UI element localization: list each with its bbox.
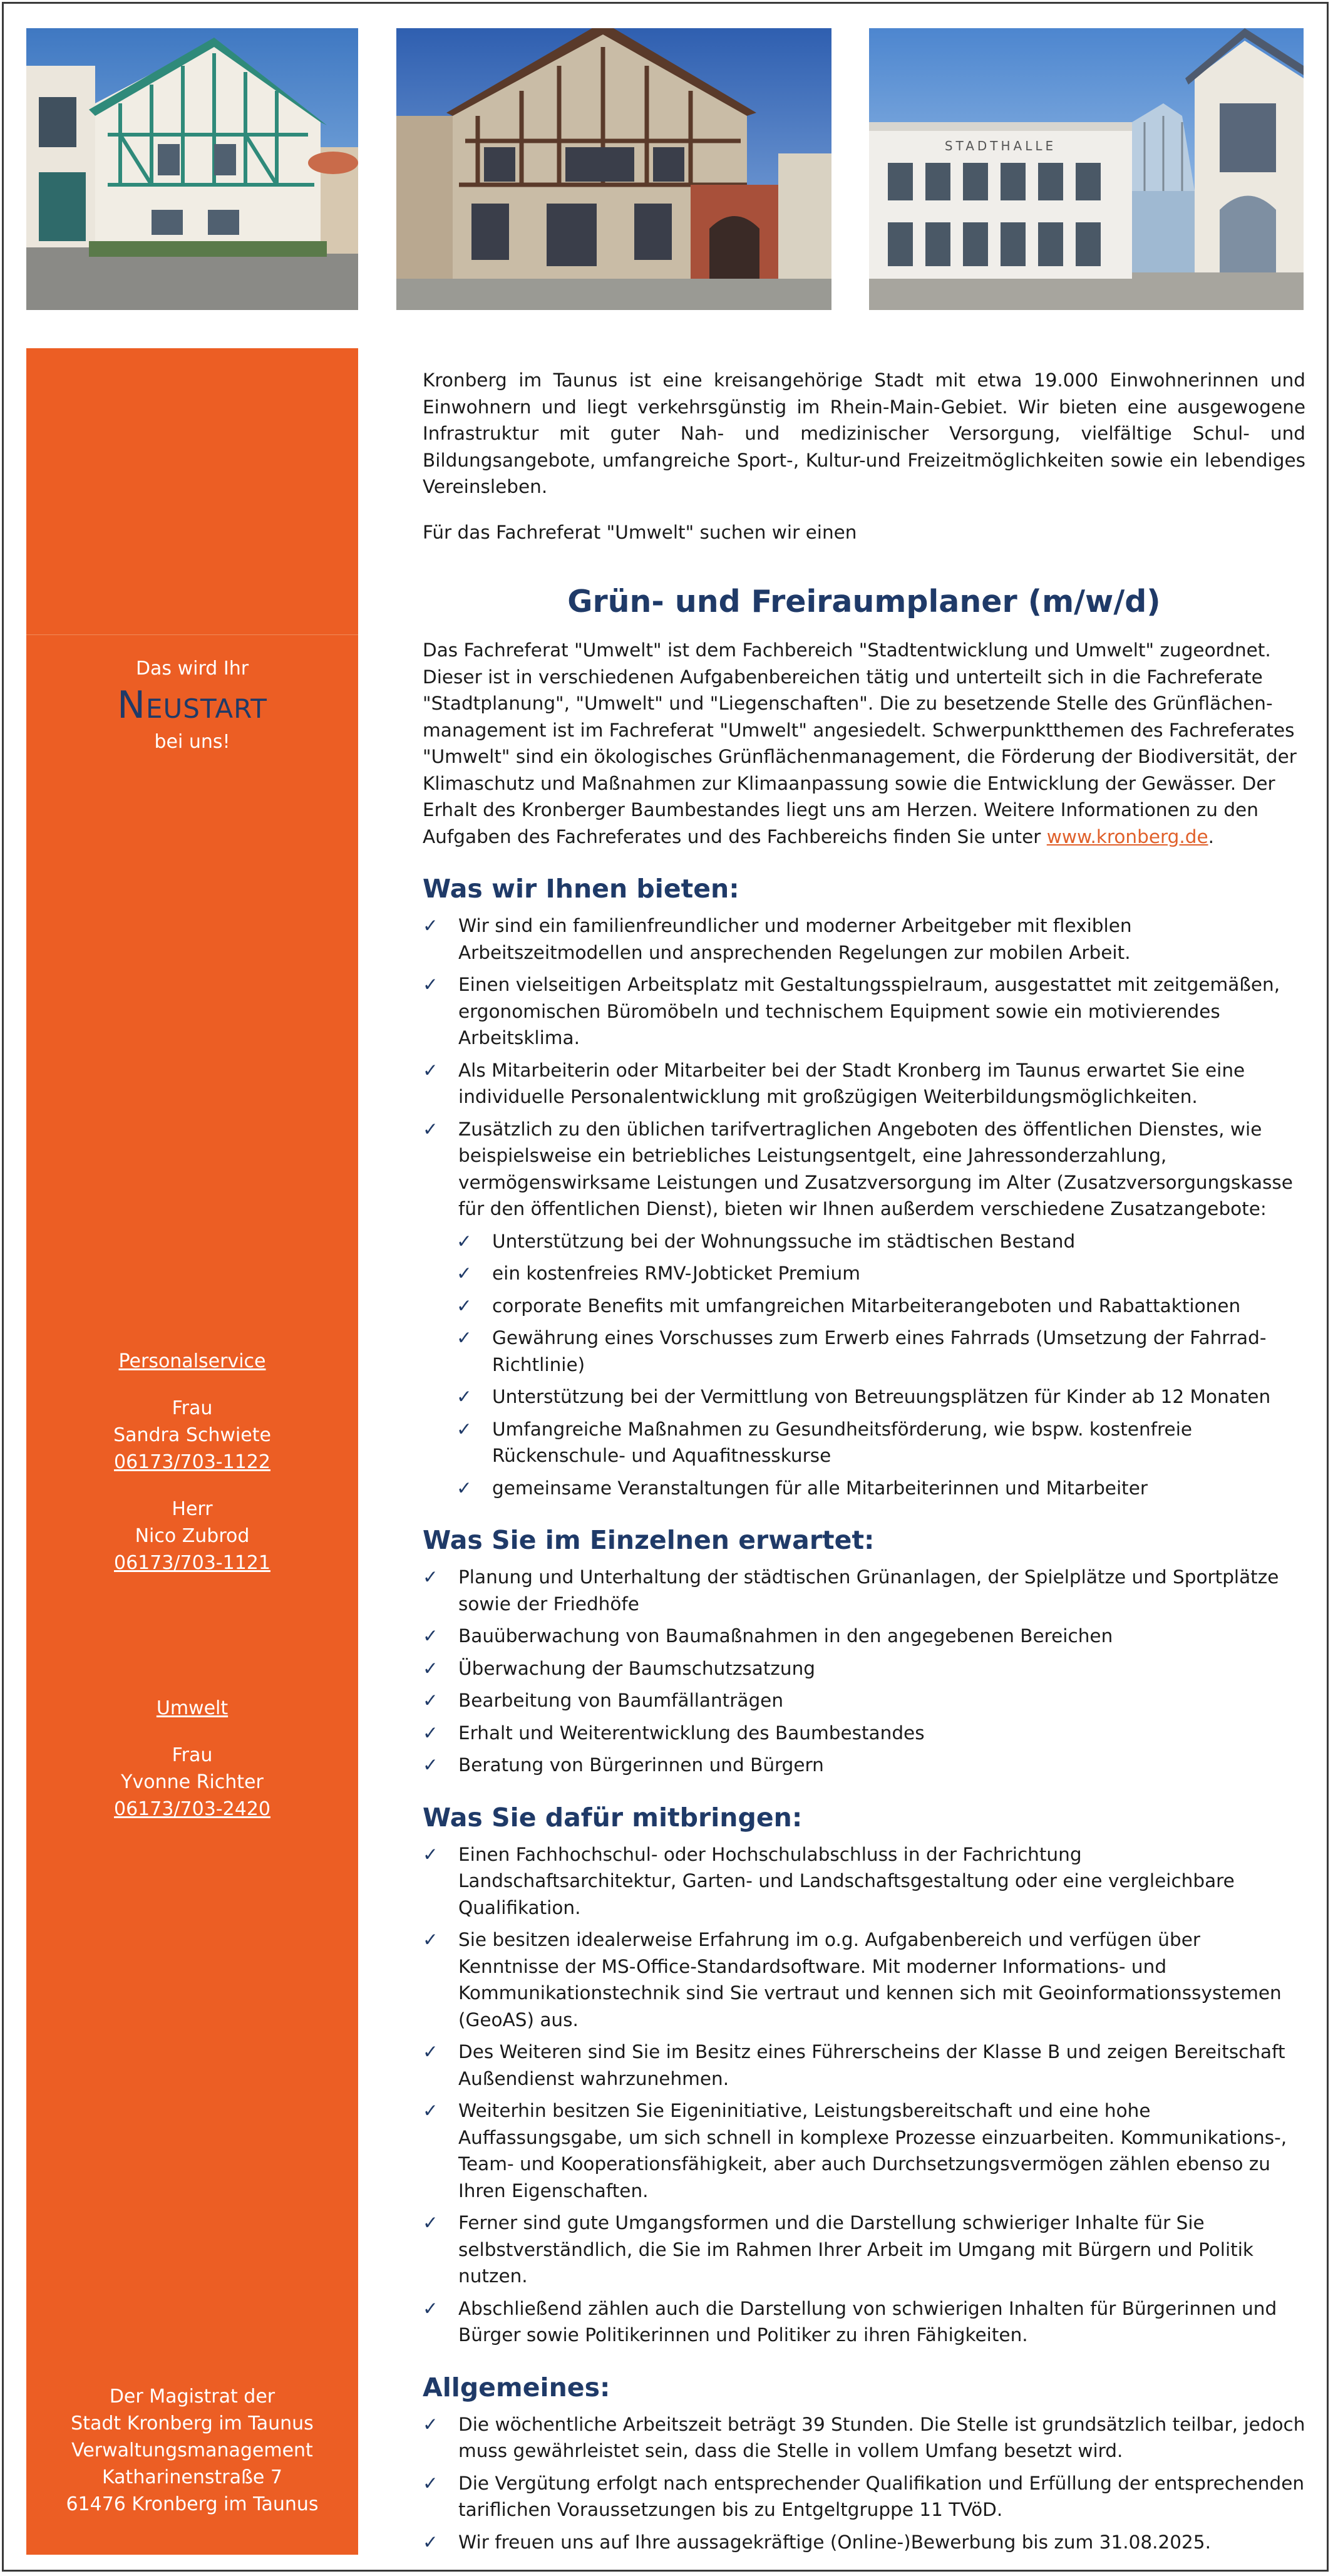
- list-item: [423, 2210, 1305, 2290]
- check-icon: ✓: [423, 1566, 438, 1588]
- check-icon: ✓: [423, 1118, 438, 1140]
- check-icon: ✓: [456, 1418, 472, 1440]
- address-line: Der Magistrat der: [109, 2386, 275, 2408]
- check-icon: ✓: [423, 1722, 438, 1744]
- list-item: [423, 913, 1305, 966]
- check-icon: ✓: [456, 1386, 472, 1407]
- list-item: [423, 1623, 1305, 1650]
- check-icon: ✓: [423, 1059, 438, 1081]
- list-item: [456, 1384, 1305, 1410]
- list-item: [456, 1260, 1305, 1287]
- section-heading-requirements: Was Sie dafür mitbringen:: [423, 1802, 803, 1833]
- list-item-text: Einen Fachhochschul- oder Hochschulabschluss in der Fachrichtung Landschaftsarchitektur, Garten- und Landschaftsgestaltung oder eine vergleichbare Qualifikation.: [458, 1843, 1235, 1918]
- list-item: [423, 1564, 1305, 1617]
- general-list: [423, 2411, 1305, 2556]
- list-item-text: Weiterhin besitzen Sie Eigeninitiative, Leistungsbereitschaft und eine hohe Auffassungsgabe, um sich schnell in komplexe Prozesse einzuarbeiten. Kommunikations-, Team- und Kooperationsfähigkeit, aber auch Durchsetzungsvermögen zählen ebenso zu Ihren Eigenschaften.: [458, 2100, 1287, 2201]
- section-heading-tasks: Was Sie im Einzelnen erwartet:: [423, 1525, 875, 1555]
- description-end: .: [1208, 825, 1214, 847]
- offer-sublist: [423, 1228, 1305, 1502]
- tagline-line1: Das wird Ihr: [135, 658, 249, 680]
- contact-phone-link[interactable]: 06173/703-1122: [114, 1451, 270, 1473]
- list-item: [456, 1475, 1305, 1502]
- contact-personalservice: [26, 1348, 358, 1576]
- section-heading-general: Allgemeines:: [423, 2372, 610, 2403]
- check-icon: ✓: [423, 974, 438, 995]
- check-icon: ✓: [423, 2413, 438, 2435]
- list-item-text: Erhalt und Weiterentwicklung des Baumbestandes: [458, 1722, 925, 1744]
- list-item-text: Unterstützung bei der Vermittlung von Betreuungsplätzen für Kinder ab 12 Monaten: [492, 1386, 1271, 1407]
- list-item: [423, 2098, 1305, 2204]
- list-item-text: Des Weiteren sind Sie im Besitz eines Führerscheins der Klasse B und zeigen Bereitschaft Außendienst wahrzunehmen.: [458, 2041, 1285, 2089]
- contact-heading-personalservice: Personalservice: [118, 1350, 266, 1372]
- check-icon: ✓: [456, 1327, 472, 1348]
- check-icon: ✓: [423, 2297, 438, 2319]
- requirements-list: [423, 1841, 1305, 2349]
- list-item-text: Unterstützung bei der Wohnungssuche im städtischen Bestand: [492, 1230, 1076, 1252]
- contact-salutation: Frau: [172, 1397, 213, 1419]
- check-icon: ✓: [423, 1690, 438, 1711]
- section-heading-offer: Was wir Ihnen bieten:: [423, 874, 739, 904]
- list-item: [423, 1752, 1305, 1779]
- list-item: [456, 1325, 1305, 1378]
- offer-list: [423, 913, 1305, 1223]
- sidebar: [26, 348, 358, 2555]
- job-title: Grün- und Freiraumplaner (m/w/d): [567, 584, 1161, 619]
- list-item-text: Gewährung eines Vorschusses zum Erwerb eines Fahrrads (Umsetzung der Fahrrad-Richtlinie): [492, 1327, 1267, 1375]
- check-icon: ✓: [423, 1625, 438, 1647]
- list-item: [423, 2470, 1305, 2523]
- check-icon: ✓: [456, 1477, 472, 1499]
- contact-name: Sandra Schwiete: [113, 1424, 271, 1446]
- intro-paragraph: Kronberg im Taunus ist eine kreisangehörige Stadt mit etwa 19.000 Einwohnerinnen und Einwohnern und liegt verkehrsgünstig im Rhein-Main-Gebiet. Wir bieten eine ausgewogene Infrastruktur mit guter Nah- und medizinischer Versorgung, vielfältige Schul- und Bildungsangebote, umfangreiche Sport-, Kultur-und Freizeitmöglichkeiten sowie ein lebendiges Vereinsleben.: [423, 370, 1305, 497]
- tagline-line2: bei uns!: [154, 731, 230, 753]
- address-line: Stadt Kronberg im Taunus: [71, 2413, 314, 2434]
- address-line: Katharinenstraße 7: [102, 2466, 282, 2488]
- tagline-neustart: Neustart: [117, 683, 267, 727]
- list-item: [423, 1841, 1305, 1922]
- photo-half-timbered-house: [26, 28, 358, 310]
- list-item-text: Sie besitzen idealerweise Erfahrung im o.g. Aufgabenbereich und verfügen über Kenntnisse der MS-Office-Standardsoftware. Mit moderner Informations- und Kommunikationstechnik sind Sie vertraut und kennen sich mit Geoinformationssystemen (GeoAS) aus.: [458, 1929, 1282, 2030]
- list-item: [423, 1927, 1305, 2033]
- contact-umwelt: [26, 1695, 358, 1823]
- check-icon: ✓: [423, 1754, 438, 1776]
- tagline: [26, 655, 358, 755]
- check-icon: ✓: [423, 1929, 438, 1950]
- list-item: [423, 1687, 1305, 1714]
- contact-name: Nico Zubrod: [135, 1525, 250, 1547]
- address-line: Verwaltungsmanagement: [71, 2439, 313, 2461]
- photo-historic-building: [396, 28, 831, 310]
- description-text: Das Fachreferat "Umwelt" ist dem Fachbereich "Stadtentwicklung und Umwelt" zugeordnet. Dieser ist in verschiedenen Aufgabenbereichen tätig und unterteilt sich in die Fachreferate "Stadtplanung", "Umwelt" und "Liegenschaften". Die zu besetzende Stelle des Grünflächen-management ist im Fachreferat "Umwelt" angesiedelt. Schwerpunktthemen des Fachreferates "Umwelt" sind ein ökologisches Grünflächenmanagement, die Förderung der Biodiversität, der Klimaschutz und Maßnahmen zur Klimaanpassung sowie die Entwicklung der Gewässer. Der Erhalt des Kronberger Baumbestandes liegt uns am Herzen. Weitere Informationen zu den Aufgaben des Fachreferates und des Fachbereichs finden Sie unter: [423, 639, 1297, 847]
- list-item-text: Die Vergütung erfolgt nach entsprechender Qualifikation und Erfüllung der entsprechenden tariflichen Voraussetzungen bis zu Entgeltgruppe 11 TVöD.: [458, 2472, 1305, 2520]
- check-icon: ✓: [456, 1263, 472, 1284]
- list-item-text: Einen vielseitigen Arbeitsplatz mit Gestaltungsspielraum, ausgestattet mit zeitgemäßen, ergonomischen Büromöbeln und technischem Equipment sowie ein motivierendes Arbeitsklima.: [458, 974, 1280, 1048]
- lead-line: Für das Fachreferat "Umwelt" suchen wir einen: [423, 521, 857, 543]
- check-icon: ✓: [423, 915, 438, 936]
- check-icon: ✓: [423, 1657, 438, 1679]
- list-item: [423, 2529, 1305, 2556]
- stadthalle-sign: STADTHALLE: [944, 138, 1057, 153]
- check-icon: ✓: [423, 2041, 438, 2062]
- contact-phone-link[interactable]: 06173/703-2420: [114, 1798, 270, 1820]
- contact-heading-umwelt: Umwelt: [156, 1697, 229, 1719]
- contact-phone-link[interactable]: 06173/703-1121: [114, 1552, 270, 1574]
- list-item-text: corporate Benefits mit umfangreichen Mitarbeiterangeboten und Rabattaktionen: [492, 1295, 1241, 1316]
- list-item: [456, 1293, 1305, 1320]
- list-item: [423, 2039, 1305, 2092]
- photo-stadthalle: [869, 28, 1304, 310]
- tasks-list: [423, 1564, 1305, 1779]
- list-item-text: Wir freuen uns auf Ihre aussagekräftige (Online-)Bewerbung bis zum 31.08.2025.: [458, 2531, 1211, 2553]
- check-icon: ✓: [456, 1230, 472, 1252]
- list-item-text: Wir sind ein familienfreundlicher und moderner Arbeitgeber mit flexiblen Arbeitszeitmodellen und ansprechenden Regelungen zur mobilen Arbeit.: [458, 915, 1132, 963]
- list-item-text: Ferner sind gute Umgangsformen und die Darstellung schwieriger Inhalte für Sie selbstverständlich, die Sie im Rahmen Ihrer Arbeit im Umgang mit Bürgern und Politik nutzen.: [458, 2212, 1253, 2287]
- address-line: 61476 Kronberg im Taunus: [66, 2493, 319, 2515]
- check-icon: ✓: [423, 1843, 438, 1865]
- list-item-text: Die wöchentliche Arbeitszeit beträgt 39 Stunden. Die Stelle ist grundsätzlich teilbar, jedoch muss gewährleistet sein, dass die Stelle in vollem Umfang besetzt wird.: [458, 2413, 1305, 2461]
- list-item-text: Zusätzlich zu den üblichen tarifvertraglichen Angeboten des öffentlichen Dienstes, wie beispielsweise ein betriebliches Leistungsentgelt, eine Jahressonderzahlung, vermögenswirksame Leistungen und Zusatzversorgung im Alter (Zusatzversorgungskasse für den öffentlichen Dienst), bieten wir Ihnen außerdem verschiedene Zusatzangebote:: [458, 1118, 1293, 1219]
- contact-name: Yvonne Richter: [121, 1771, 264, 1793]
- list-item-text: Bearbeitung von Baumfällanträgen: [458, 1690, 784, 1711]
- list-item-text: Überwachung der Baumschutzsatzung: [458, 1657, 815, 1679]
- list-item-text: Bauüberwachung von Baumaßnahmen in den angegebenen Bereichen: [458, 1625, 1113, 1647]
- contact-salutation: Frau: [172, 1744, 213, 1766]
- list-item: [456, 1228, 1305, 1255]
- check-icon: ✓: [423, 2212, 438, 2233]
- list-item: [423, 1057, 1305, 1110]
- list-item-text: Umfangreiche Maßnahmen zu Gesundheitsförderung, wie bspw. kostenfreie Rückenschule- und Aquafitnesskurse: [492, 1418, 1193, 1466]
- list-item-text: Planung und Unterhaltung der städtischen Grünanlagen, der Spielplätze und Sportplätze sowie der Friedhöfe: [458, 1566, 1279, 1615]
- website-link[interactable]: www.kronberg.de: [1046, 825, 1208, 847]
- list-item: [423, 1116, 1305, 1223]
- list-item: [423, 971, 1305, 1052]
- check-icon: ✓: [423, 2472, 438, 2494]
- main-content: [423, 367, 1305, 2561]
- list-item-text: Als Mitarbeiterin oder Mitarbeiter bei der Stadt Kronberg im Taunus erwartet Sie eine individuelle Personalentwicklung mit großzügigen Weiterbildungsmöglichkeiten.: [458, 1059, 1245, 1107]
- contact-salutation: Herr: [172, 1498, 213, 1520]
- list-item-text: gemeinsame Veranstaltungen für alle Mitarbeiterinnen und Mitarbeiter: [492, 1477, 1148, 1499]
- list-item: [423, 1720, 1305, 1747]
- list-item: [423, 2411, 1305, 2465]
- list-item: [423, 1655, 1305, 1682]
- check-icon: ✓: [423, 2531, 438, 2553]
- list-item-text: Beratung von Bürgerinnen und Bürgern: [458, 1754, 824, 1776]
- department-description: [423, 637, 1305, 850]
- list-item: [423, 2295, 1305, 2349]
- list-item: [456, 1416, 1305, 1469]
- list-item-text: Abschließend zählen auch die Darstellung von schwierigen Inhalten für Bürgerinnen und Bürger sowie Politikerinnen und Politiker zu ihren Fähigkeiten.: [458, 2297, 1277, 2346]
- employer-address: [26, 2383, 358, 2518]
- check-icon: ✓: [456, 1295, 472, 1316]
- list-item-text: ein kostenfreies RMV-Jobticket Premium: [492, 1263, 860, 1284]
- sidebar-divider: [26, 634, 358, 635]
- check-icon: ✓: [423, 2100, 438, 2121]
